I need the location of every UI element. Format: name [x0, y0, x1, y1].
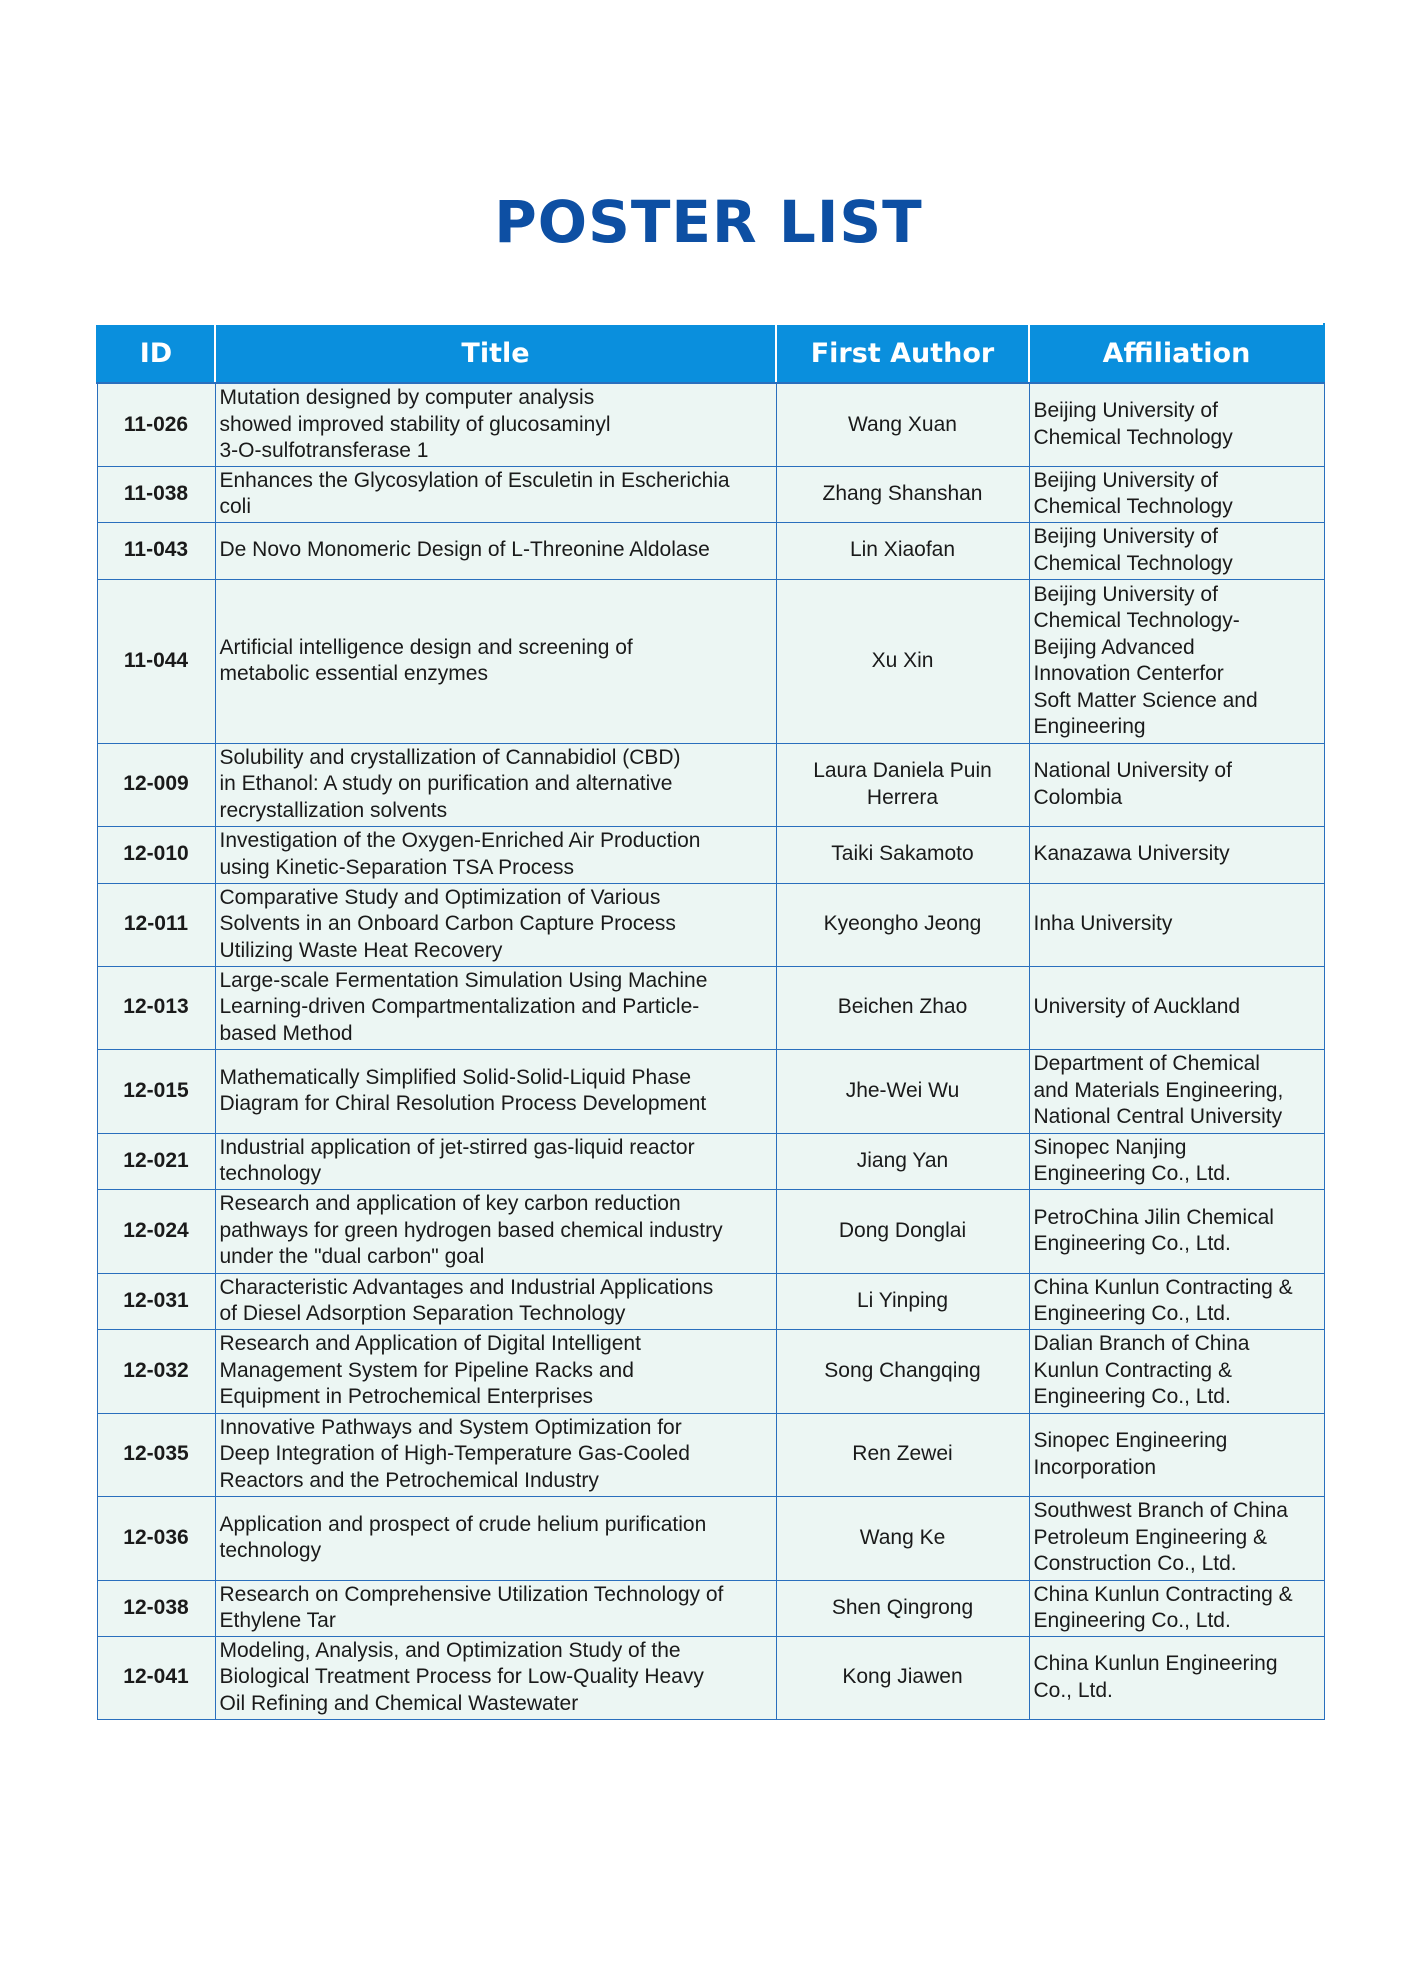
- first-author-cell: Xu Xin: [776, 579, 1029, 743]
- first-author-cell: Wang Ke: [776, 1496, 1029, 1580]
- column-header-title: Title: [215, 324, 776, 383]
- affiliation-cell: China Kunlun Engineering Co., Ltd.: [1029, 1636, 1324, 1719]
- first-author-cell: Kong Jiawen: [776, 1636, 1029, 1719]
- poster-id-cell: 12-013: [97, 966, 215, 1049]
- poster-title-cell: Research and application of key carbon reduction pathways for green hydrogen based chemical industry under the "dual carbon" goal: [215, 1189, 776, 1273]
- affiliation-cell: University of Auckland: [1029, 966, 1324, 1049]
- poster-id-cell: 12-010: [97, 826, 215, 883]
- affiliation-cell: Sinopec Nanjing Engineering Co., Ltd.: [1029, 1133, 1324, 1189]
- first-author-cell: Zhang Shanshan: [776, 466, 1029, 522]
- table-row: [97, 966, 1324, 1049]
- poster-id-cell: 12-035: [97, 1413, 215, 1496]
- table-row: [97, 826, 1324, 883]
- poster-title-cell: De Novo Monomeric Design of L-Threonine Aldolase: [215, 522, 776, 579]
- affiliation-cell: Beijing University of Chemical Technology- Beijing Advanced Innovation Centerfor Soft Matter Science and Engineering: [1029, 579, 1324, 743]
- first-author-cell: Taiki Sakamoto: [776, 826, 1029, 883]
- column-header-id: ID: [97, 324, 215, 383]
- affiliation-cell: Sinopec Engineering Incorporation: [1029, 1413, 1324, 1496]
- table-body: [97, 383, 1324, 1719]
- table-row: [97, 1273, 1324, 1329]
- poster-id-cell: 11-038: [97, 466, 215, 522]
- poster-id-cell: 12-038: [97, 1580, 215, 1636]
- poster-title-cell: Artificial intelligence design and screening of metabolic essential enzymes: [215, 579, 776, 743]
- table-row: [97, 743, 1324, 826]
- column-header-first-author: First Author: [776, 324, 1029, 383]
- poster-id-cell: 11-043: [97, 522, 215, 579]
- first-author-cell: Jiang Yan: [776, 1133, 1029, 1189]
- poster-title-cell: Investigation of the Oxygen-Enriched Air Production using Kinetic-Separation TSA Process: [215, 826, 776, 883]
- first-author-cell: Dong Donglai: [776, 1189, 1029, 1273]
- first-author-cell: Shen Qingrong: [776, 1580, 1029, 1636]
- affiliation-cell: Dalian Branch of China Kunlun Contracting & Engineering Co., Ltd.: [1029, 1329, 1324, 1413]
- table-row: [97, 1329, 1324, 1413]
- poster-id-cell: 12-024: [97, 1189, 215, 1273]
- first-author-cell: Lin Xiaofan: [776, 522, 1029, 579]
- first-author-cell: Song Changqing: [776, 1329, 1029, 1413]
- first-author-cell: Kyeongho Jeong: [776, 883, 1029, 966]
- poster-id-cell: 12-021: [97, 1133, 215, 1189]
- poster-title-cell: Industrial application of jet-stirred gas-liquid reactor technology: [215, 1133, 776, 1189]
- poster-id-cell: 12-009: [97, 743, 215, 826]
- table-row: [97, 1413, 1324, 1496]
- poster-title-cell: Application and prospect of crude helium purification technology: [215, 1496, 776, 1580]
- table-row: [97, 1189, 1324, 1273]
- affiliation-cell: China Kunlun Contracting & Engineering Co., Ltd.: [1029, 1580, 1324, 1636]
- poster-title-cell: Comparative Study and Optimization of Various Solvents in an Onboard Carbon Capture Process Utilizing Waste Heat Recovery: [215, 883, 776, 966]
- poster-id-cell: 12-036: [97, 1496, 215, 1580]
- poster-title-cell: Research and Application of Digital Intelligent Management System for Pipeline Racks and Equipment in Petrochemical Enterprises: [215, 1329, 776, 1413]
- page-title: POSTER LIST: [494, 188, 923, 256]
- affiliation-cell: Beijing University of Chemical Technology: [1029, 466, 1324, 522]
- poster-id-cell: 12-041: [97, 1636, 215, 1719]
- table-row: [97, 1133, 1324, 1189]
- poster-id-cell: 12-031: [97, 1273, 215, 1329]
- poster-list-table: [96, 323, 1325, 1720]
- table-header-row: [97, 324, 1324, 383]
- poster-title-cell: Solubility and crystallization of Cannabidiol (CBD) in Ethanol: A study on purification and alternative recrystallization solvents: [215, 743, 776, 826]
- table-row: [97, 383, 1324, 466]
- poster-id-cell: 12-011: [97, 883, 215, 966]
- table-row: [97, 1496, 1324, 1580]
- table-row: [97, 1580, 1324, 1636]
- table-row: [97, 579, 1324, 743]
- poster-title-cell: Large-scale Fermentation Simulation Using Machine Learning-driven Compartmentalization and Particle- based Method: [215, 966, 776, 1049]
- affiliation-cell: Inha University: [1029, 883, 1324, 966]
- poster-title-cell: Innovative Pathways and System Optimization for Deep Integration of High-Temperature Gas-Cooled Reactors and the Petrochemical Industry: [215, 1413, 776, 1496]
- poster-title-cell: Characteristic Advantages and Industrial Applications of Diesel Adsorption Separation Technology: [215, 1273, 776, 1329]
- poster-id-cell: 11-044: [97, 579, 215, 743]
- first-author-cell: Beichen Zhao: [776, 966, 1029, 1049]
- first-author-cell: Jhe-Wei Wu: [776, 1049, 1029, 1133]
- affiliation-cell: PetroChina Jilin Chemical Engineering Co., Ltd.: [1029, 1189, 1324, 1273]
- affiliation-cell: Kanazawa University: [1029, 826, 1324, 883]
- affiliation-cell: Beijing University of Chemical Technology: [1029, 522, 1324, 579]
- first-author-cell: Ren Zewei: [776, 1413, 1029, 1496]
- poster-title-cell: Research on Comprehensive Utilization Technology of Ethylene Tar: [215, 1580, 776, 1636]
- column-header-affiliation: Affiliation: [1029, 324, 1324, 383]
- table-row: [97, 1636, 1324, 1719]
- poster-id-cell: 11-026: [97, 383, 215, 466]
- table-row: [97, 466, 1324, 522]
- poster-id-cell: 12-032: [97, 1329, 215, 1413]
- affiliation-cell: Department of Chemical and Materials Engineering, National Central University: [1029, 1049, 1324, 1133]
- first-author-cell: Wang Xuan: [776, 383, 1029, 466]
- affiliation-cell: China Kunlun Contracting & Engineering Co., Ltd.: [1029, 1273, 1324, 1329]
- poster-title-cell: Mathematically Simplified Solid-Solid-Liquid Phase Diagram for Chiral Resolution Process Development: [215, 1049, 776, 1133]
- affiliation-cell: National University of Colombia: [1029, 743, 1324, 826]
- poster-title-cell: Mutation designed by computer analysis showed improved stability of glucosaminyl 3-O-sulfotransferase 1: [215, 383, 776, 466]
- table-row: [97, 522, 1324, 579]
- first-author-cell: Laura Daniela Puin Herrera: [776, 743, 1029, 826]
- table-row: [97, 883, 1324, 966]
- poster-id-cell: 12-015: [97, 1049, 215, 1133]
- first-author-cell: Li Yinping: [776, 1273, 1029, 1329]
- affiliation-cell: Southwest Branch of China Petroleum Engineering & Construction Co., Ltd.: [1029, 1496, 1324, 1580]
- affiliation-cell: Beijing University of Chemical Technology: [1029, 383, 1324, 466]
- poster-title-cell: Modeling, Analysis, and Optimization Study of the Biological Treatment Process for Low-Quality Heavy Oil Refining and Chemical Wastewater: [215, 1636, 776, 1719]
- table-row: [97, 1049, 1324, 1133]
- poster-title-cell: Enhances the Glycosylation of Esculetin in Escherichia coli: [215, 466, 776, 522]
